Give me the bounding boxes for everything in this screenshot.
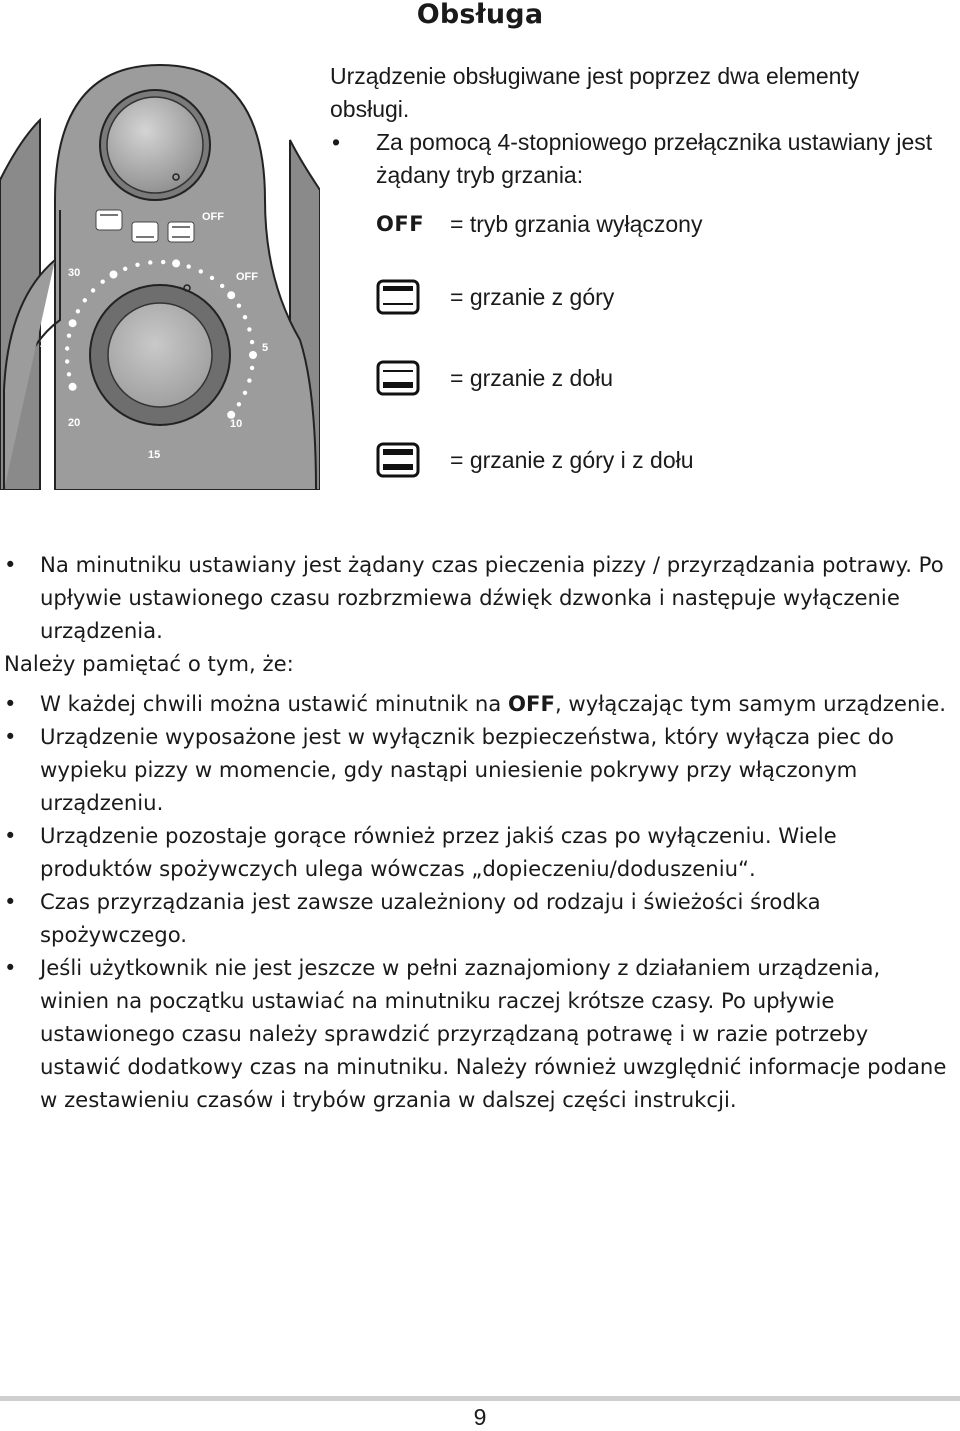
timer-scale-dot: [243, 315, 247, 319]
page-title: Obsługa: [416, 0, 544, 30]
bullet-dot: •: [4, 691, 17, 716]
bullet-timer-text: Na minutniku ustawiany jest żądany czas pieczenia pizzy / przyrządzania potrawy. Po upływie ustawionego czasu rozbrzmiewa dźwięk dzwonka i następuje wyłączenie urządzenia.: [40, 552, 944, 643]
timer-mark-15: 15: [148, 449, 161, 461]
bullet-off-post: , wyłączając tym samym urządzenie.: [554, 691, 947, 716]
mode-both-label: = grzanie z góry i z dołu: [450, 446, 694, 473]
timer-mark-30: 30: [68, 267, 81, 279]
timer-scale-dot: [187, 264, 191, 268]
bullet-time: [4, 885, 952, 951]
bullet-safety-text: Urządzenie wyposażone jest w wyłącznik bezpieczeństwa, który wyłącza piec do wypieku pizzy w momencie, gdy nastąpi uniesienie pokrywy przy włączonym urządzeniu.: [40, 724, 895, 815]
body-text: [4, 548, 952, 1116]
footer-rule: [0, 1396, 960, 1401]
timer-scale-dot: [65, 359, 69, 363]
bullet-off-keyword: OFF: [507, 691, 555, 716]
timer-scale-dot: [172, 259, 180, 267]
timer-scale-dot: [220, 284, 224, 288]
timer-scale-dot: [67, 334, 71, 338]
control-panel-illustration: [0, 60, 320, 490]
timer-mark-10: 10: [230, 418, 243, 430]
timer-mark-5: 5: [262, 342, 269, 354]
bullet-dot: •: [4, 889, 17, 914]
switch-off-label: OFF: [202, 211, 224, 223]
timer-knob: [78, 273, 242, 437]
timer-scale-dot: [210, 276, 214, 280]
mode-off-label: = tryb grzania wyłączony: [450, 210, 703, 237]
timer-scale-dot: [243, 391, 247, 395]
timer-scale-dot: [247, 327, 251, 331]
timer-scale-dot: [250, 340, 254, 344]
bullet-timer: [4, 548, 952, 647]
timer-scale-dot: [83, 298, 87, 302]
note-heading: Należy pamiętać o tym, że:: [4, 651, 294, 676]
bullet-dot: •: [4, 955, 17, 980]
bullet-dot: •: [4, 724, 17, 749]
timer-mark-20: 20: [68, 417, 81, 429]
timer-scale-dot: [247, 378, 251, 382]
bullet-dot: •: [4, 823, 17, 848]
bullet-dot: •: [332, 129, 341, 155]
timer-scale-dot: [91, 288, 95, 292]
mode-bottom-label: = grzanie z dołu: [450, 364, 614, 391]
timer-scale-dot: [69, 383, 77, 391]
mode-symbol-bottom: [132, 222, 158, 242]
bullet-off-pre: W każdej chwili można ustawić minutnik na: [40, 691, 508, 716]
intro-block: [330, 60, 940, 192]
timer-scale-dot: [101, 280, 105, 284]
bullet-off: [4, 687, 952, 720]
mode-off-symbol: OFF: [376, 212, 425, 236]
timer-scale-dot: [161, 260, 165, 264]
top-heating-icon: [376, 279, 420, 315]
bottom-heating-icon: [376, 360, 420, 396]
intro-bullet: [330, 126, 940, 192]
timer-scale-dot: [76, 309, 80, 313]
timer-scale-dot: [227, 291, 235, 299]
mode-row-off: [376, 204, 702, 244]
mode-symbol-both: [168, 222, 194, 242]
bullet-hot: [4, 819, 952, 885]
bullet-beginner-text: Jeśli użytkownik nie jest jeszcze w pełni zaznajomiony z działaniem urządzenia, winien na początku ustawiać na minutniku raczej krótsze czasy. Po upływie ustawionego czasu należy sprawdzić przyrządzaną potrawę i w razie potrzeby ustawić dodatkowy czas na minutniku. Należy również uwzględnić informacje podane w zestawieniu czasów i trybów grzania w dalszej części instrukcji.: [40, 955, 947, 1112]
intro-text: Urządzenie obsługiwane jest poprzez dwa elementy obsługi.: [330, 63, 860, 122]
timer-scale-dot: [65, 346, 69, 350]
bullet-hot-text: Urządzenie pozostaje gorące również przez jakiś czas po wyłączeniu. Wiele produktów spożywczych ulega wówczas „dopieczeniu/doduszeniu“.: [40, 823, 837, 881]
mode-row-top: [376, 277, 614, 317]
bullet-beginner: [4, 951, 952, 1116]
timer-scale-dot: [250, 366, 254, 370]
timer-scale-dot: [69, 319, 77, 327]
timer-scale-dot: [148, 260, 152, 264]
timer-scale-dot: [67, 372, 71, 376]
timer-off-label: OFF: [236, 271, 258, 283]
timer-scale-dot: [199, 269, 203, 273]
mode-symbol-top: [96, 210, 122, 230]
mode-row-bottom: [376, 358, 613, 398]
timer-scale-dot: [237, 304, 241, 308]
timer-scale-dot: [135, 263, 139, 267]
bullet-dot: •: [4, 552, 17, 577]
timer-scale-dot: [237, 402, 241, 406]
page-number: 9: [473, 1404, 487, 1430]
bullet-safety: [4, 720, 952, 819]
mode-top-label: = grzanie z góry: [450, 283, 615, 310]
bullet-time-text: Czas przyrządzania jest zawsze uzależniony od rodzaju i świeżości środka spożywczego.: [40, 889, 821, 947]
intro-bullet-text: Za pomocą 4-stopniowego przełącznika ustawiany jest żądany tryb grzania:: [376, 129, 933, 188]
timer-scale-dot: [110, 271, 118, 279]
top-bottom-heating-icon: [376, 442, 420, 478]
mode-row-both: [376, 440, 694, 480]
heating-mode-knob: [100, 90, 210, 200]
timer-scale-dot: [123, 267, 127, 271]
timer-mark-25: 25: [40, 338, 53, 350]
timer-scale-dot: [249, 351, 257, 359]
